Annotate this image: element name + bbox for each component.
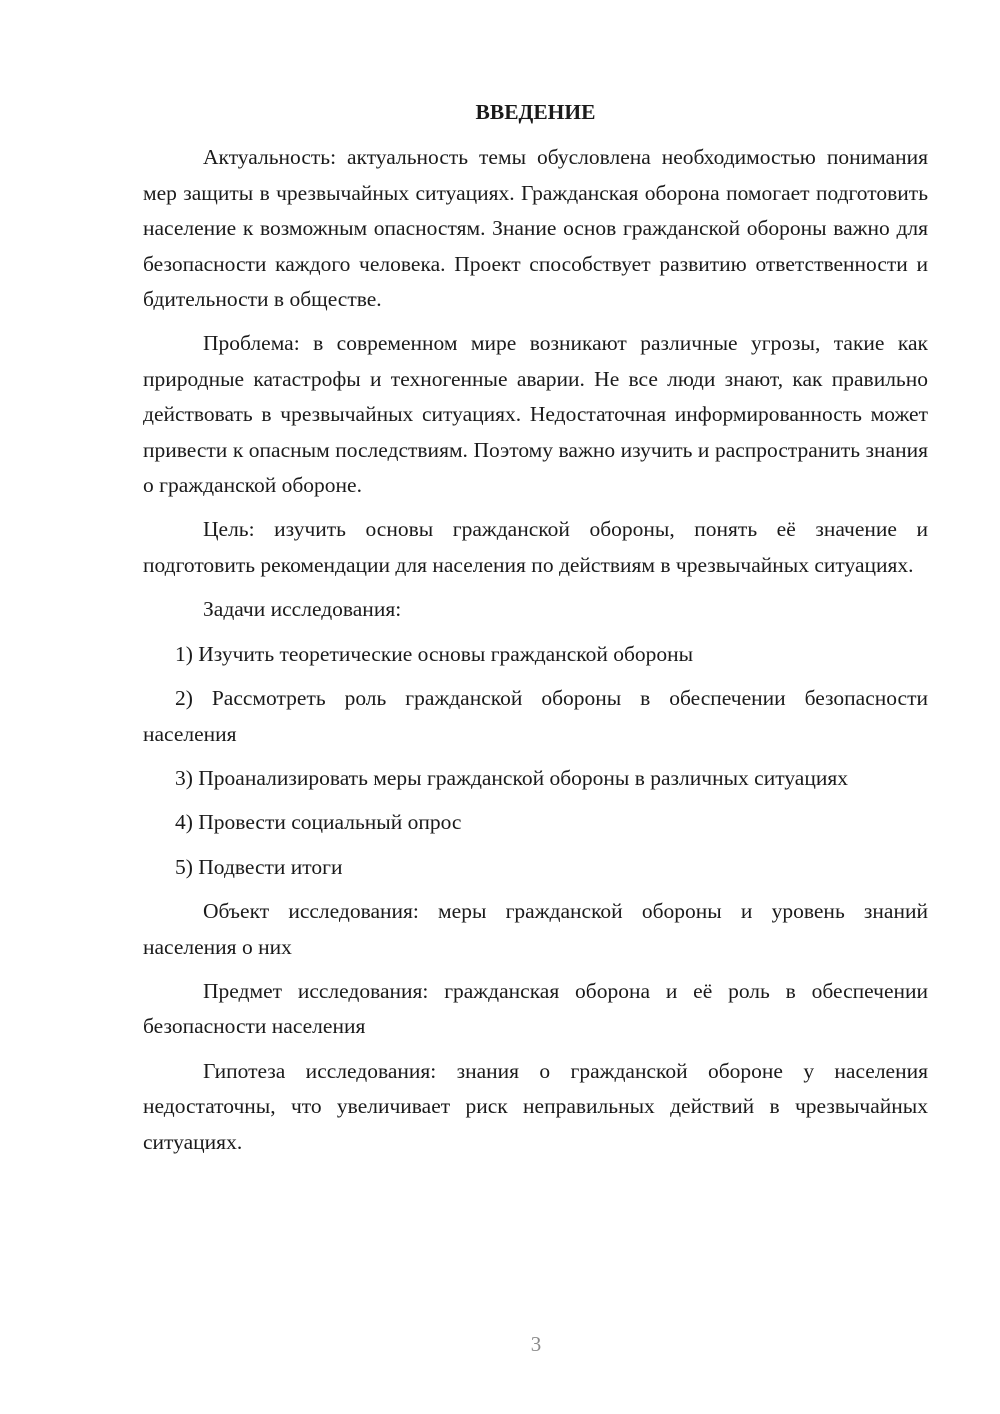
task-item-5: 5) Подвести итоги (175, 854, 343, 879)
section-title: ВВЕДЕНИЕ (475, 100, 596, 124)
paragraph-goal: Цель: изучить основы гражданской обороны, понять её значение и подготовить рекомендации для населения по действиям в чрезвычайных ситуациях. (143, 517, 928, 577)
paragraph-hypothesis: Гипотеза исследования: знания о гражданской обороне у населения недостаточны, что увеличивает риск неправильных действий в чрезвычайных ситуациях. (143, 1058, 928, 1154)
paragraph-object: Объект исследования: меры гражданской обороны и уровень знаний населения о них (143, 899, 928, 959)
paragraph-subject: Предмет исследования: гражданская оборона и её роль в обеспечении безопасности населения (143, 978, 928, 1039)
paragraph-relevance: Актуальность: актуальность темы обусловлена необходимостью понимания мер защиты в чрезвычайных ситуациях. Гражданская оборона помогает подготовить население к возможным опасностям. Знание основ гражданской обороны важно для безопасности каждого человека. Проект способствует развитию ответственности и бдительности в обществе. (143, 145, 928, 312)
task-item-1: 1) Изучить теоретические основы гражданской обороны (175, 641, 694, 666)
task-item-3: 3) Проанализировать меры гражданской обороны в различных ситуациях (175, 765, 848, 790)
paragraph-problem: Проблема: в современном мире возникают различные угрозы, такие как природные катастрофы и техногенные аварии. Не все люди знают, как правильно действовать в чрезвычайных ситуациях. Недостаточная информированность может привести к опасным последствиям. Поэтому важно изучить и распространить знания о гражданской обороне. (143, 331, 928, 498)
tasks-heading: Задачи исследования: (203, 597, 402, 622)
document-body (143, 95, 928, 1169)
task-item-4: 4) Провести социальный опрос (175, 810, 462, 835)
page-number: 3 (530, 1332, 542, 1356)
task-item-2: 2) Рассмотреть роль гражданской обороны в обеспечении безопасности населения (143, 686, 928, 746)
